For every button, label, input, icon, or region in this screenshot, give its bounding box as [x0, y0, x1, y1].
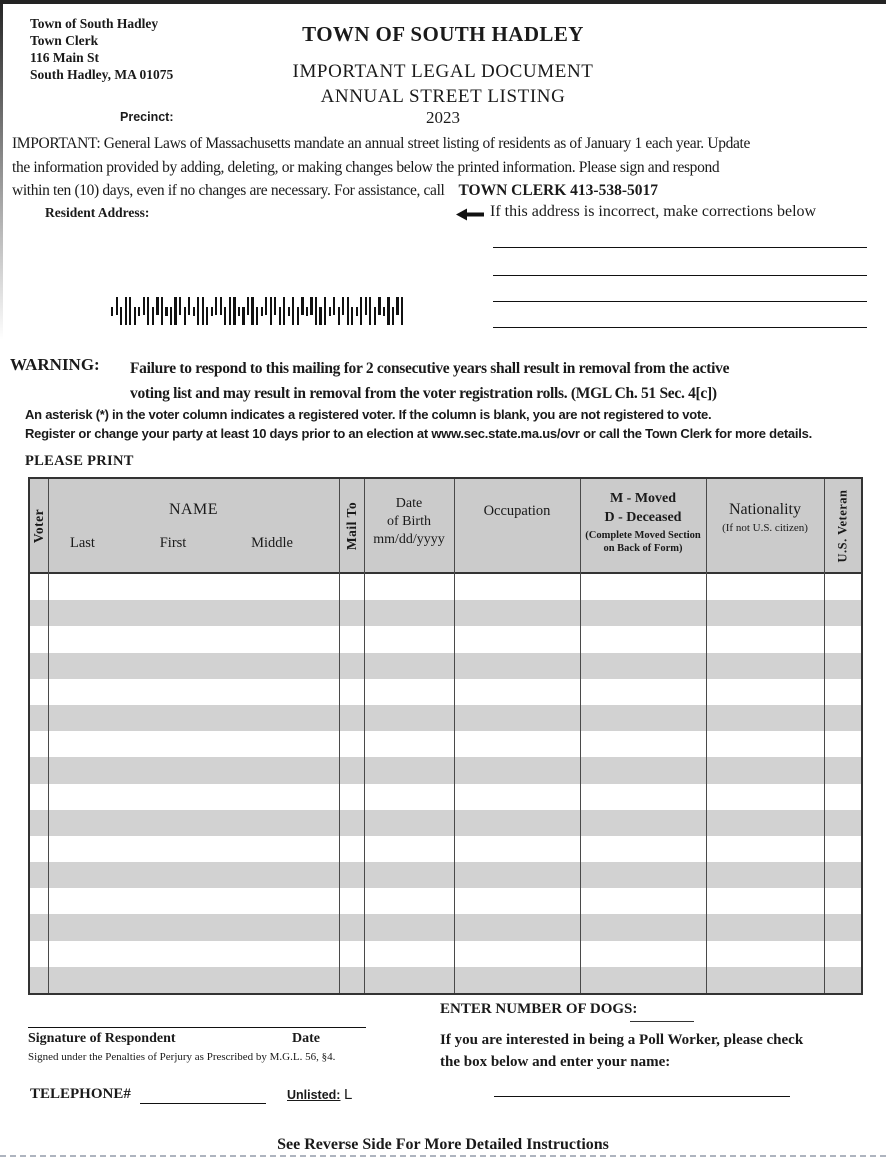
doc-title: TOWN OF SOUTH HADLEY	[302, 22, 584, 46]
barcode-bar	[383, 307, 385, 316]
barcode-bar	[392, 307, 394, 325]
doc-year: 2023	[426, 108, 460, 127]
barcode-bar	[174, 297, 176, 325]
poll-worker-line-1: If you are interested in being a Poll Worker, please check	[440, 1032, 804, 1048]
col-dob-line3: mm/dd/yyyy	[373, 532, 445, 547]
address-correction-line	[493, 275, 867, 276]
bottom-dashed-line	[0, 1155, 886, 1157]
barcode-bar	[125, 297, 127, 325]
col-moved-line2: D - Deceased	[604, 510, 682, 525]
barcode-bar	[333, 297, 335, 315]
col-name-middle: Middle	[251, 535, 293, 551]
signature-line	[28, 1027, 366, 1028]
barcode-bar	[211, 307, 213, 316]
important-paragraph	[12, 132, 878, 203]
table-row	[30, 836, 861, 862]
reverse-side-note: See Reverse Side For More Detailed Instructions	[277, 1136, 609, 1153]
table-row	[30, 967, 861, 993]
barcode-bar	[270, 297, 272, 325]
barcode-bar	[279, 307, 281, 325]
barcode-bar	[202, 297, 204, 325]
telephone-label: TELEPHONE#	[30, 1086, 131, 1102]
resident-address-label: Resident Address:	[45, 205, 150, 220]
address-correction-line	[493, 327, 867, 328]
col-name-label: NAME	[168, 501, 219, 518]
important-line-1: IMPORTANT: General Laws of Massachusetts mandate an annual street listing of residents as of January 1 each year. Update	[12, 135, 751, 152]
col-dob-label	[364, 495, 454, 549]
table-row	[30, 941, 861, 967]
col-name-last: Last	[70, 535, 95, 551]
barcode-bar	[338, 307, 340, 325]
warning-line-2: voting list and may result in removal from the voter registration rolls. (MGL Ch. 51 Sec. 4[c])	[130, 385, 717, 402]
barcode-bar	[138, 307, 140, 316]
barcode-bar	[360, 297, 362, 325]
return-address-line: Town of South Hadley	[30, 16, 159, 31]
address-correction-line	[493, 301, 867, 302]
important-line-2: the information provided by adding, deleting, or making changes below the printed information. Please sign and respond	[12, 158, 720, 176]
col-name-sublabels	[48, 535, 339, 552]
barcode-bar	[378, 297, 380, 315]
barcode-bar	[256, 307, 258, 325]
barcode-bar	[134, 307, 136, 325]
doc-subtitle-listing: ANNUAL STREET LISTING	[320, 86, 566, 107]
barcode-bar	[301, 297, 303, 315]
poll-worker-line-2: the box below and enter your name:	[440, 1054, 671, 1070]
table-row	[30, 914, 861, 940]
barcode-bar	[329, 307, 331, 316]
barcode-bar	[188, 297, 190, 315]
barcode-bar	[315, 297, 317, 325]
voter-note-line-2: Register or change your party at least 10 days prior to an election at www.sec.state.ma.us/ovr or call the Town Clerk for more details.	[25, 425, 812, 441]
barcode-bar	[297, 307, 299, 325]
barcode-bar	[288, 307, 290, 316]
barcode-bar	[310, 297, 312, 315]
barcode-bar	[347, 297, 349, 325]
warning-text	[130, 356, 870, 406]
barcode-bar	[401, 297, 403, 325]
barcode-bar	[265, 297, 267, 315]
table-row	[30, 626, 861, 652]
poll-worker-note	[440, 1029, 803, 1073]
col-moved-line3: (Complete Moved Section	[585, 530, 701, 541]
scan-top-edge	[0, 0, 886, 4]
barcode-bar	[170, 307, 172, 325]
barcode-bar	[247, 297, 249, 315]
barcode-bar	[206, 307, 208, 325]
col-name-first: First	[159, 535, 187, 551]
col-nationality	[706, 479, 824, 572]
table-row	[30, 784, 861, 810]
col-name	[48, 479, 339, 572]
column-divider	[339, 479, 340, 993]
barcode-bar	[152, 307, 154, 325]
barcode-bar	[129, 297, 131, 325]
col-us-veteran-label: U.S. Veteran	[835, 488, 849, 563]
dogs-label: ENTER NUMBER OF DOGS:	[440, 1001, 638, 1017]
column-divider	[48, 479, 49, 993]
street-listing-table	[28, 477, 863, 995]
barcode-bar	[220, 297, 222, 315]
barcode-bar	[161, 297, 163, 325]
barcode-bar	[184, 307, 186, 325]
barcode-bar	[179, 297, 181, 315]
barcode-bar	[224, 307, 226, 325]
signature-date-label: Date	[292, 1031, 320, 1046]
barcode-bar	[261, 307, 263, 316]
table-row	[30, 574, 861, 600]
col-nationality-label: Nationality	[729, 501, 801, 518]
barcode-bar	[283, 297, 285, 325]
barcode-bar	[319, 307, 321, 325]
table-row	[30, 653, 861, 679]
barcode-bar	[292, 297, 294, 325]
barcode-bar	[229, 297, 231, 325]
table-row	[30, 810, 861, 836]
voter-registration-note	[25, 406, 812, 443]
column-divider	[364, 479, 365, 993]
barcode-bar	[238, 307, 240, 316]
unlisted-value: L	[344, 1086, 353, 1103]
table-row	[30, 705, 861, 731]
imb-barcode	[111, 297, 411, 325]
barcode-bar	[215, 297, 217, 315]
please-print-label: PLEASE PRINT	[25, 453, 134, 469]
precinct-label: Precinct:	[120, 110, 174, 124]
barcode-bar	[324, 297, 326, 325]
col-moved-line4: on Back of Form)	[603, 543, 683, 554]
doc-subtitle-legal: IMPORTANT LEGAL DOCUMENT	[292, 61, 594, 82]
barcode-bar	[197, 297, 199, 325]
unlisted-label: Unlisted:	[287, 1088, 341, 1102]
barcode-bar	[365, 297, 367, 315]
table-row	[30, 731, 861, 757]
column-divider	[824, 479, 825, 993]
column-divider	[454, 479, 455, 993]
col-moved-line1: M - Moved	[609, 491, 677, 506]
col-dob-line1: Date	[395, 496, 423, 511]
table-row	[30, 679, 861, 705]
barcode-bar	[111, 307, 113, 316]
col-dob	[364, 479, 454, 572]
barcode-bar	[306, 307, 308, 316]
important-line-3	[12, 179, 878, 203]
table-row	[30, 757, 861, 783]
table-body	[30, 574, 861, 993]
left-arrow-icon	[456, 208, 484, 226]
barcode-bar	[116, 297, 118, 315]
barcode-bar	[156, 297, 158, 315]
barcode-bar	[342, 297, 344, 315]
barcode-bar	[233, 297, 235, 325]
table-row	[30, 862, 861, 888]
table-row	[30, 888, 861, 914]
signature-label: Signature of Respondent	[28, 1031, 176, 1046]
barcode-bar	[396, 297, 398, 315]
barcode-bar	[374, 307, 376, 325]
barcode-bar	[356, 307, 358, 316]
poll-worker-name-line	[494, 1096, 790, 1097]
col-moved-sublabel	[580, 529, 706, 555]
col-moved-label	[580, 489, 706, 527]
return-address-line: South Hadley, MA 01075	[30, 67, 174, 82]
barcode-bar	[147, 297, 149, 325]
col-us-veteran	[824, 479, 861, 572]
return-address-line: Town Clerk	[30, 33, 99, 48]
town-clerk-phone: TOWN CLERK 413-538-5017	[458, 182, 659, 199]
col-nationality-sublabel: (If not U.S. citizen)	[722, 522, 808, 534]
perjury-note: Signed under the Penalties of Perjury as Prescribed by M.G.L. 56, §4.	[28, 1051, 336, 1063]
barcode-bar	[369, 297, 371, 325]
address-correction-note: If this address is incorrect, make corrections below	[490, 203, 817, 220]
warning-label: WARNING:	[10, 355, 100, 374]
scan-left-edge	[0, 0, 3, 340]
barcode-bar	[242, 307, 244, 325]
col-moved-deceased	[580, 479, 706, 572]
telephone-entry-line	[140, 1103, 266, 1104]
barcode-bar	[274, 297, 276, 315]
barcode-bar	[251, 297, 253, 325]
barcode-bar	[143, 297, 145, 315]
barcode-bar	[193, 307, 195, 316]
col-dob-line2: of Birth	[387, 514, 431, 529]
col-voter	[30, 479, 48, 572]
important-line-3-text: within ten (10) days, even if no changes are necessary. For assistance, call	[12, 182, 445, 199]
barcode-bar	[165, 307, 167, 316]
barcode-bar	[387, 297, 389, 325]
col-mail-to	[339, 479, 364, 572]
col-mail-to-label: Mail To	[343, 501, 359, 550]
barcode-bar	[120, 307, 122, 325]
dogs-entry-line	[630, 1021, 694, 1022]
warning-line-1: Failure to respond to this mailing for 2 consecutive years shall result in removal from the active	[130, 360, 730, 377]
col-occupation	[454, 479, 580, 572]
col-voter-label: Voter	[31, 508, 46, 543]
table-row	[30, 600, 861, 626]
column-divider	[706, 479, 707, 993]
voter-note-line-1: An asterisk (*) in the voter column indicates a registered voter. If the column is blank, you are not registered to vote.	[25, 407, 712, 422]
return-address-line: 116 Main St	[30, 50, 100, 65]
column-divider	[580, 479, 581, 993]
col-occupation-label: Occupation	[483, 503, 551, 519]
table-header	[30, 479, 861, 574]
barcode-bar	[351, 307, 353, 325]
address-correction-line	[493, 247, 867, 248]
